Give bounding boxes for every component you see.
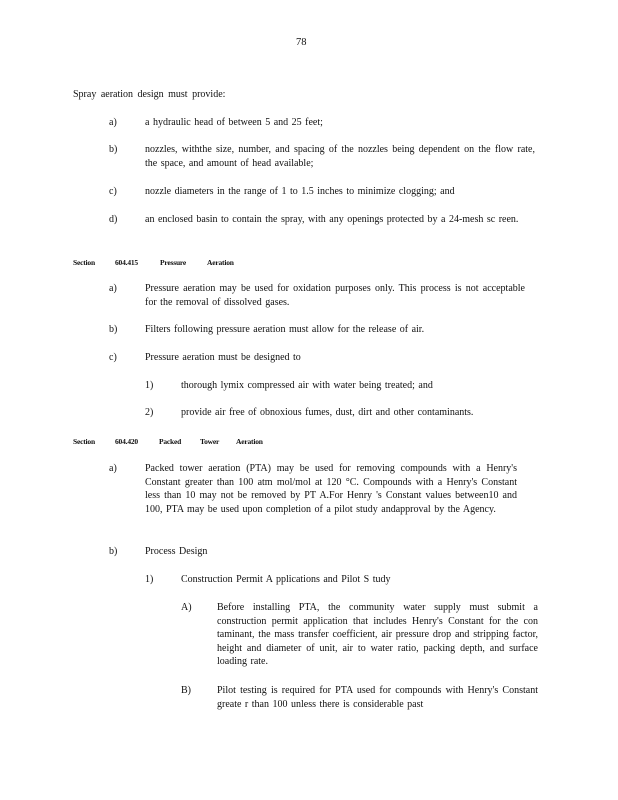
list-item: nozzles, withthe size, number, and spacing of the nozzles being dependent on the flow rate, the space, and amount of head available; <box>145 144 535 169</box>
sublist-item: Construction Permit A pplications and Pilot S tudy <box>181 574 391 585</box>
list-marker: c) <box>109 352 117 363</box>
list-item: nozzle diameters in the range of 1 to 1.5 inches to minimize clogging; and <box>145 186 455 197</box>
subsublist-item: Pilot testing is required for PTA used for compounds with Henry's Constant greate r than 100 unless there is considerable past <box>217 685 538 710</box>
section-title: Aeration <box>207 258 234 267</box>
section-number: 604.420 <box>115 437 138 446</box>
section-title: Pressure <box>160 258 187 267</box>
list-item: a hydraulic head of between 5 and 25 feet; <box>145 117 323 128</box>
list-item: Filters following pressure aeration must allow for the release of air. <box>145 324 425 335</box>
list-marker: a) <box>109 117 117 128</box>
list-marker: c) <box>109 186 117 197</box>
sublist-item: provide air free of obnoxious fumes, dust, dirt and other contaminants. <box>181 407 474 418</box>
list-marker: b) <box>109 324 118 335</box>
list-item: Pressure aeration may be used for oxidation purposes only. This process is not acceptable for the removal of dissolved gases. <box>145 283 525 308</box>
subsublist-marker: B) <box>181 685 191 696</box>
subsublist-item: Before installing PTA, the community water supply must submit a construction permit application that includes Henry's Constant for the con taminant, the mass transfer coefficient, air pressure drop and stripping factor, height and diameter of unit, air to water ratio, packing depth, and surface loading rate. <box>217 602 538 667</box>
list-marker: d) <box>109 214 118 225</box>
sublist-marker: 2) <box>145 407 154 418</box>
intro-text: Spray aeration design must provide: <box>73 89 226 100</box>
list-marker: a) <box>109 463 117 474</box>
section-label: Section <box>73 258 95 267</box>
list-item: Pressure aeration must be designed to <box>145 352 301 363</box>
subsublist-marker: A) <box>181 602 192 613</box>
section-title: Packed <box>159 437 182 446</box>
list-item: Packed tower aeration (PTA) may be used for removing compounds with a Henry's Constant greater than 100 atm mol/mol at 120 °C. Compounds with a Henry's Constant less than 10 may not be removed by PT A.For Henry 's Constant values between10 and 100, PTA may be used upon completion of a pilot study andapproval by the Agency. <box>145 463 517 515</box>
sublist-marker: 1) <box>145 380 154 391</box>
section-title: Tower <box>200 437 220 446</box>
list-marker: b) <box>109 546 118 557</box>
list-marker: a) <box>109 283 117 294</box>
section-number: 604.415 <box>115 258 138 267</box>
section-label: Section <box>73 437 95 446</box>
sublist-item: thorough lymix compressed air with water being treated; and <box>181 380 433 391</box>
list-item: an enclosed basin to contain the spray, with any openings protected by a 24-mesh sc reen. <box>145 214 519 225</box>
section-title: Aeration <box>236 437 263 446</box>
page-number: 78 <box>296 37 307 48</box>
sublist-marker: 1) <box>145 574 154 585</box>
list-item: Process Design <box>145 546 208 557</box>
list-marker: b) <box>109 144 118 155</box>
